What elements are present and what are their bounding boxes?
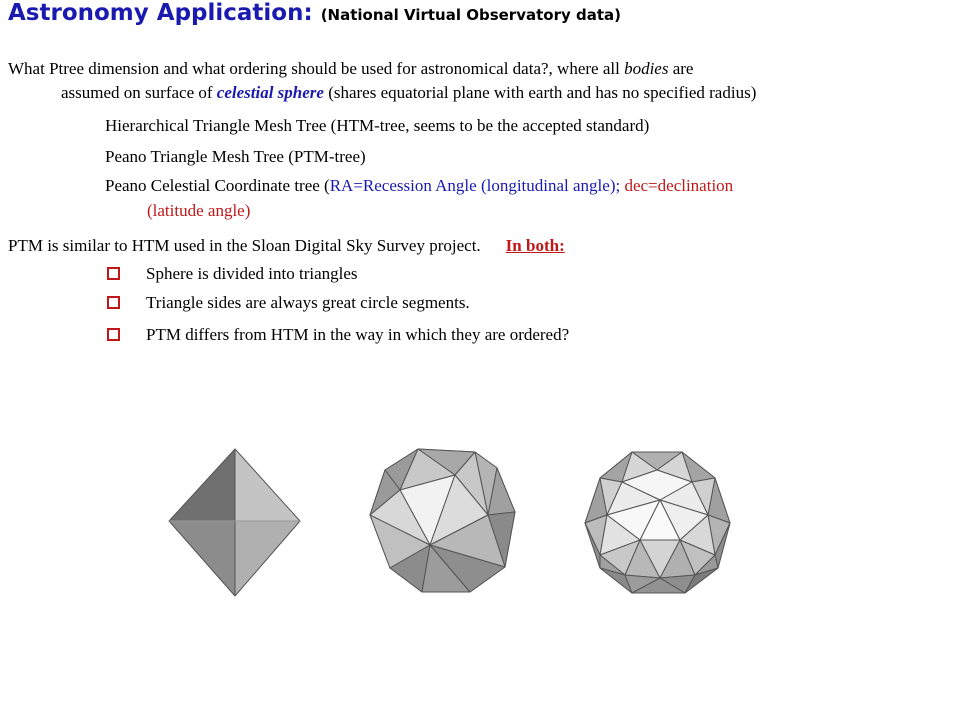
- celestial-sphere-term: celestial sphere: [216, 83, 324, 102]
- ptm-note-text: PTM is similar to HTM used in the Sloan Digital Sky Survey project.: [8, 236, 481, 255]
- dec-definition: dec=declination: [620, 176, 734, 195]
- intro-text-end: are: [668, 59, 694, 78]
- bullet-item: Sphere is divided into triangles: [146, 264, 358, 283]
- pcc-text: Peano Celestial Coordinate tree (: [105, 176, 330, 195]
- intro-text-2-end: (shares equatorial plane with earth and has no specified radius): [323, 83, 757, 102]
- intro-bodies: bodies: [624, 59, 669, 78]
- in-both-label: In both:: [505, 236, 565, 255]
- title-main: Astronomy Application:: [8, 0, 313, 26]
- ra-definition: RA=Recession Angle (longitudinal angle);: [329, 176, 621, 195]
- intro-text: What Ptree dimension and what ordering should be used for astronomical data?, where all: [8, 59, 625, 78]
- intro-text-2: assumed on surface of: [61, 83, 217, 102]
- octahedron-figure: [169, 449, 300, 596]
- bullet-item: Triangle sides are always great circle segments.: [146, 293, 470, 312]
- htm-tree-item: Hierarchical Triangle Mesh Tree (HTM-tree, seems to be the accepted standard): [105, 116, 650, 135]
- title-subtitle: (National Virtual Observatory data): [320, 6, 621, 24]
- bullet-item: PTM differs from HTM in the way in which they are ordered?: [146, 325, 570, 344]
- ptm-tree-item: Peano Triangle Mesh Tree (PTM-tree): [105, 147, 366, 166]
- geodesic-sphere-figure: [585, 452, 730, 593]
- dec-definition-cont: (latitude angle): [147, 201, 251, 220]
- icosahedron-figure: [370, 449, 515, 592]
